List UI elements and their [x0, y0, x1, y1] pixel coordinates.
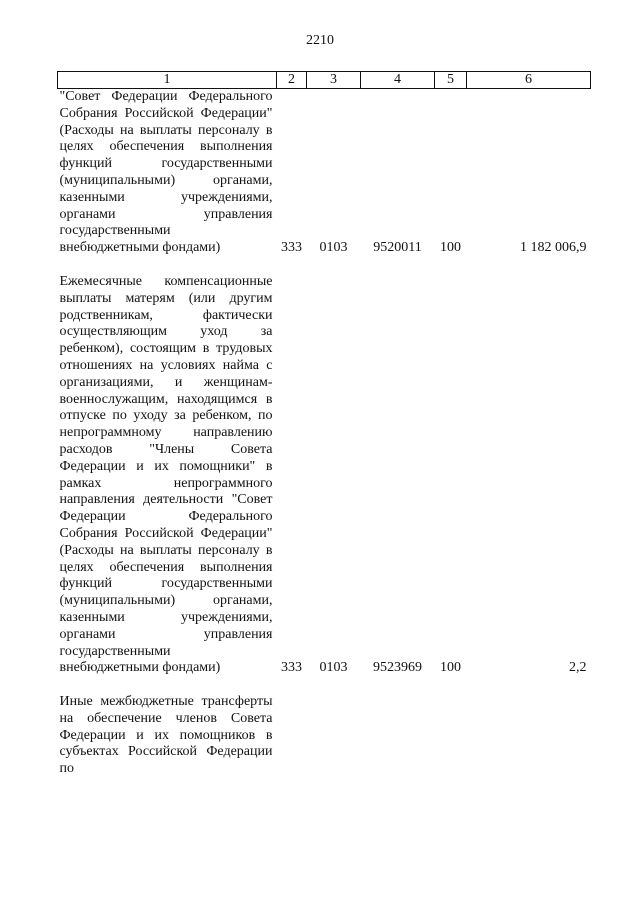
header-col-2: 2 [277, 72, 307, 89]
row-amount: 1 182 006,9 [520, 240, 587, 256]
row-description: "Совет Федерации Федерального Собрания Российской Федерации" (Расходы на выплаты персоналу в целях обеспечения выполнения функций государственными (муниципальными) органами, казенными учреждениями, органами управления государственными внебюджетными фондами) [59, 89, 273, 256]
table-row [58, 89, 591, 257]
row-description: Ежемесячные компенсационные выплаты матерям (или другим родственникам, фактически осуществляющим уход за ребенком), состоящим в трудовых отношениях на условиях найма с организациями, и женщинам-военнослужащим, находящимся в отпуске по уходу за ребенком, по непрограммному направлению расходов "Члены Совета Федерации и их помощники" в рамках непрограммного направления деятельности "Совет Федерации Федерального Собрания Российской Федерации" (Расходы на выплаты персоналу в целях обеспечения выполнения функций государственными (муниципальными) органами, казенными учреждениями, органами управления государственными внебюджетными фондами) [59, 273, 273, 676]
header-col-3: 3 [307, 72, 361, 89]
header-col-6: 6 [467, 72, 591, 89]
row-amount: 2,2 [569, 660, 587, 676]
row-expense-type [435, 694, 467, 778]
budget-table [57, 71, 591, 778]
row-expense-type: 100 [440, 660, 461, 676]
row-target-item: 9520011 [373, 240, 422, 256]
spacer-cell [58, 677, 591, 694]
table-row [58, 274, 591, 677]
row-ministry-code: 333 [281, 240, 302, 256]
row-spacer [58, 257, 591, 274]
row-description: Иные межбюджетные трансферты на обеспечение членов Совета Федерации и их помощников в субъектах Российской Федерации по [59, 694, 273, 777]
table-row [58, 694, 591, 778]
row-section-code: 0103 [319, 240, 348, 256]
row-amount [467, 694, 591, 778]
header-col-5: 5 [435, 72, 467, 89]
page-number: 2210 [306, 33, 334, 48]
header-col-4: 4 [361, 72, 435, 89]
row-section-code [307, 694, 361, 778]
header-col-1: 1 [58, 72, 277, 89]
row-ministry-code: 333 [281, 660, 302, 676]
row-target-item [361, 694, 435, 778]
row-expense-type: 100 [440, 240, 461, 256]
row-section-code: 0103 [319, 660, 348, 676]
row-target-item: 9523969 [373, 660, 422, 676]
row-spacer [58, 677, 591, 694]
table-header-row [58, 72, 591, 89]
row-ministry-code [277, 694, 307, 778]
spacer-cell [58, 257, 591, 274]
